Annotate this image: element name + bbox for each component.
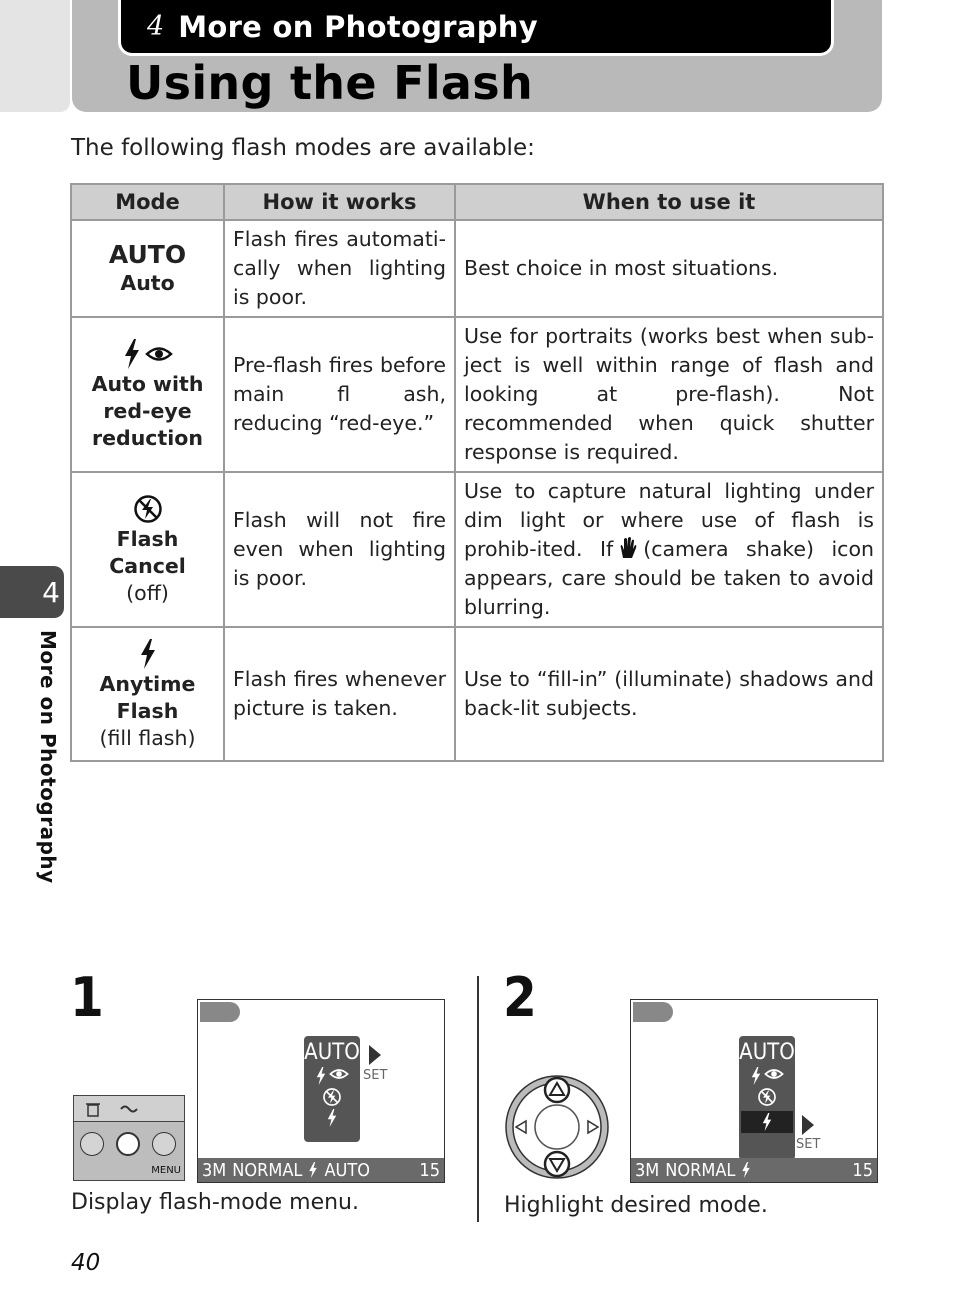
page-title: Using the Flash [126, 56, 533, 110]
when-cell: Best choice in most situations. [455, 220, 883, 317]
status-bar [631, 1158, 877, 1182]
how-cell: Flash fires automati-cally when lighting is poor. [224, 220, 455, 317]
delete-button[interactable] [80, 1132, 104, 1156]
flash-mode-status: AUTO [324, 1159, 371, 1181]
camera-mode-icon [200, 1002, 240, 1022]
flash-mode-menu [304, 1036, 360, 1142]
auto-mode-label: AUTO [108, 240, 187, 269]
wave-icon [120, 1104, 138, 1114]
right-arrow-icon [368, 1044, 382, 1066]
flash-icon-highlighted [741, 1111, 793, 1133]
mode-subtitle: (fill flash) [99, 725, 196, 750]
chapter-bar [118, 0, 834, 56]
flash-cancel-icon [304, 1087, 360, 1107]
mode-subtitle: (off) [126, 581, 169, 605]
camera-screen [197, 999, 445, 1183]
exposure-count: 15 [852, 1159, 873, 1181]
how-cell: Pre-flash fires before main fl ash, reducing “red-eye.” [224, 317, 455, 472]
flash-icon [123, 339, 141, 369]
mode-name: Auto [120, 271, 175, 295]
mode-name: Auto with red-eye reduction [91, 372, 204, 450]
mode-name: Flash Cancel [109, 527, 186, 578]
menu-button[interactable] [152, 1132, 176, 1156]
mode-cell [71, 220, 224, 317]
set-label: SET [796, 1137, 821, 1152]
mode-cell [71, 317, 224, 472]
flash-icon [741, 1162, 751, 1178]
image-quality: NORMAL [232, 1159, 303, 1181]
when-cell: Use for portraits (works best when sub-ject is well within range of flash and looking at pre-flash). Not recommended when quick shutter response is required. [455, 317, 883, 472]
table-header-row [71, 184, 883, 220]
page-corner-tab [0, 0, 70, 112]
flash-icon [308, 1162, 318, 1178]
when-text-end: (camera shake) icon appears, care should be taken to avoid blurring. [464, 537, 874, 619]
menu-auto-item: AUTO [739, 1040, 795, 1065]
how-cell: Flash fires whenever picture is taken. [224, 627, 455, 761]
flash-icon [80, 637, 215, 671]
when-cell: Use to “fill-in” (illuminate) shadows and back-lit subjects. [455, 627, 883, 761]
status-bar [198, 1158, 444, 1182]
image-size: 3M [202, 1159, 227, 1181]
camera-mode-icon [633, 1002, 673, 1022]
table-row [71, 220, 883, 317]
column-header-mode: Mode [71, 184, 224, 220]
flash-icon [304, 1109, 360, 1127]
step-number: 1 [70, 966, 104, 1029]
mode-name: Anytime Flash [99, 671, 196, 723]
right-arrow-icon [801, 1114, 815, 1136]
how-cell: Flash will not fire even when lighting is poor. [224, 472, 455, 627]
flash-red-eye-icon [80, 337, 215, 371]
image-size: 3M [635, 1159, 660, 1181]
flash-cancel-icon [80, 492, 215, 526]
exposure-count: 15 [419, 1159, 440, 1181]
table-row [71, 627, 883, 761]
chapter-side-tab: 4 [0, 566, 64, 618]
multi-selector-icon[interactable] [504, 1074, 610, 1180]
camera-shake-icon [617, 536, 639, 560]
flash-cancel-icon [739, 1087, 795, 1107]
table-row [71, 472, 883, 627]
column-header-when: When to use it [455, 184, 883, 220]
eye-icon [145, 345, 173, 363]
step-caption: Display flash-mode menu. [71, 1190, 359, 1215]
chapter-side-label: More on Photography [36, 630, 60, 884]
menu-label: MENU [151, 1165, 181, 1176]
menu-auto-item: AUTO [304, 1040, 360, 1065]
mode-cell [71, 472, 224, 627]
flash-red-eye-icon [739, 1067, 795, 1085]
table-row [71, 317, 883, 472]
when-text-start: Use to capture natural lighting under dim light or where use of flash is prohib-ited. If [464, 479, 874, 561]
chapter-title: More on Photography [178, 9, 538, 44]
mode-cell [71, 627, 224, 761]
page-number: 40 [71, 1250, 101, 1276]
step-divider [477, 976, 479, 1222]
step-number: 2 [503, 966, 537, 1029]
column-header-how: How it works [224, 184, 455, 220]
flash-red-eye-icon [304, 1067, 360, 1085]
trash-icon [86, 1101, 100, 1117]
set-label: SET [363, 1068, 388, 1083]
when-cell [455, 472, 883, 627]
chapter-number: 4 [147, 11, 165, 42]
flash-button[interactable] [116, 1132, 140, 1156]
intro-text: The following flash modes are available: [71, 135, 535, 161]
camera-button-panel [73, 1095, 185, 1181]
step-caption: Highlight desired mode. [504, 1193, 768, 1218]
flash-modes-table [70, 183, 884, 762]
camera-screen [630, 999, 878, 1183]
image-quality: NORMAL [665, 1159, 736, 1181]
flash-mode-menu [739, 1036, 795, 1160]
